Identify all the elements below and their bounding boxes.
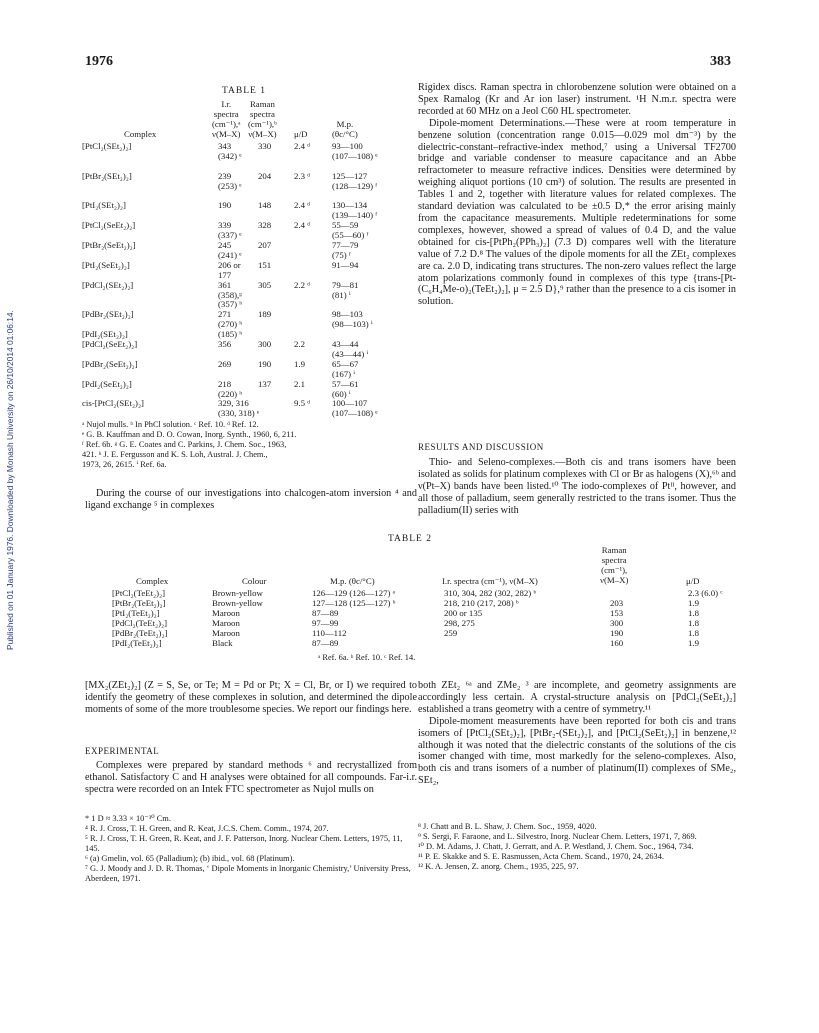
table1-raman-cell: 328 xyxy=(258,220,272,231)
table1-mp-cell: (139—140) ᶠ xyxy=(332,210,378,221)
table2-colour-cell: Maroon xyxy=(212,617,240,628)
table1-ir-cell: 329, 316 xyxy=(218,398,249,409)
footnote: * 1 D ≈ 3.33 × 10⁻³⁰ Cm. xyxy=(85,814,171,823)
table2-mp-cell: 110—112 xyxy=(312,627,347,638)
table1-ir-cell: 239 xyxy=(218,170,232,181)
intro-paragraph: During the course of our investigations into chalcogen-atom inversion ⁴ and ligand exchange ⁵ in complexes xyxy=(85,488,417,511)
table1-footnote-line: ᶠ Ref. 6b. ᵍ G. E. Coates and C. Parkins, J. Chem. Soc., 1963, xyxy=(82,440,287,449)
table1-ir-cell: 245 xyxy=(218,240,232,250)
table1-footnote-line: 421. ʰ J. E. Fergusson and K. S. Loh, Austral. J. Chem., xyxy=(82,450,268,459)
table1-mp-cell: (43—44) ⁱ xyxy=(332,348,369,359)
table1-ir-cell: 190 xyxy=(218,200,232,211)
table1-complex-cell: [PdBr₂(SEt₂)₂] xyxy=(82,309,134,320)
table1-mu-cell: 1.9 xyxy=(294,358,305,369)
left-footnotes xyxy=(85,814,417,884)
table1-mp-cell: 130—134 xyxy=(332,200,368,211)
table1-complex-head: Complex xyxy=(124,129,157,139)
table2-raman-cell: 190 xyxy=(610,627,624,638)
table1-mp-cell: 57—61 xyxy=(332,378,359,389)
table1-ir-cell: 343 xyxy=(218,141,232,151)
table1-mp-cell: 79—81 xyxy=(332,279,359,290)
table1-ir-cell: (330, 318) ᵉ xyxy=(218,408,260,419)
footnote: ¹⁰ D. M. Adams, J. Chatt, J. Gerratt, and A. P. Westland, J. Chem. Soc., 1964, 734. xyxy=(418,842,694,851)
table2-colour-cell: Brown-yellow xyxy=(212,588,263,598)
experimental-paragraph: Complexes were prepared by standard methods ⁶ and recrystallized from ethanol. Satisfactory C and H analyses were obtained for all compounds. Far-i.r. spectra were recorded on an Intek FTC spectrometer as Nujol mulls on xyxy=(85,760,417,795)
table1-ir-cell: 271 xyxy=(218,309,232,320)
table1-mp-cell: 125—127 xyxy=(332,170,368,181)
table2 xyxy=(112,546,732,656)
table1-raman-cell: 300 xyxy=(258,339,272,349)
table1-footnotes xyxy=(82,420,412,470)
table1-raman-head: Raman spectra (cm⁻¹),ᵇ ν(M–X) xyxy=(248,99,277,139)
table1-mu-cell: 2.4 ᵈ xyxy=(294,200,310,211)
table1-mp-cell: (107—108) ᵉ xyxy=(332,408,378,419)
table1-ir-cell: 206 or xyxy=(218,259,241,270)
table1-complex-cell: [PdI₂(SeEt₂)₂] xyxy=(82,378,132,389)
table2-colour-cell: Maroon xyxy=(212,607,240,618)
table1-mp-head: M.p. (θc/°C) xyxy=(332,119,358,139)
table1-ir-cell: (185) ʰ xyxy=(218,329,243,340)
download-note[interactable]: Published on 01 January 1976. Downloaded by Monash University on 26/10/2014 01:06:14. xyxy=(5,310,15,650)
table2-footnote: ᵃ Ref. 6a. ᵇ Ref. 10. ᶜ Ref. 14. xyxy=(318,653,416,662)
table2-raman-cell: 153 xyxy=(610,607,624,618)
table1-mp-cell: 77—79 xyxy=(332,240,359,250)
table2-complex-cell: [PdBr₂(TeEt₂)₂] xyxy=(112,627,168,638)
results-heading: RESULTS AND DISCUSSION xyxy=(418,442,544,452)
table2-complex-cell: [PtI₂(TeEt₂)₂] xyxy=(112,607,160,618)
table1-ir-cell: 339 xyxy=(218,220,232,231)
journal-year: 1976 xyxy=(85,54,113,69)
table1-mp-cell: 93—100 xyxy=(332,141,363,151)
table1-complex-cell: [PtI₂(SeEt₂)₂] xyxy=(82,259,130,270)
table1-complex-cell: [PtI₂(SEt₂)₂] xyxy=(82,200,126,211)
table2-mu-cell: 1.8 xyxy=(688,617,699,628)
table1-complex-cell: [PtCl₂(SeEt₂)₂] xyxy=(82,220,136,231)
table1-mp-cell: 65—67 xyxy=(332,358,359,369)
footnote: ⁵ R. J. Cross, T. H. Green, R. Keat, and J. F. Patterson, Inorg. Nuclear Chem. Letters, 1975, 11, 145. xyxy=(85,834,403,853)
footnote: ⁴ R. J. Cross, T. H. Green, and R. Keat, J.C.S. Chem. Comm., 1974, 207. xyxy=(85,824,329,833)
table1-mp-cell: (167) ⁱ xyxy=(332,368,356,379)
table1-title: TABLE 1 xyxy=(222,86,266,96)
results-paragraph: Thio- and Seleno-complexes.—Both cis and trans isomers have been isolated as solids for platinum complexes with Cl or Br as halogens (X),⁶ᵇ and ν(Pt–X) bands have been listed.¹⁰ The iodo-complexes of Ptᴵᴵ, however, and all those of palladium, seem generally restricted to the trans isomer. Thus the palladium(II) series with xyxy=(418,457,736,516)
table1-ir-cell: 356 xyxy=(218,339,232,349)
table2-raman-cell: 300 xyxy=(610,617,624,628)
table2-mp-cell: 87—89 xyxy=(312,637,339,648)
footnote: ¹¹ P. E. Skakke and S. E. Rasmussen, Acta Chem. Scand., 1970, 24, 2634. xyxy=(418,852,665,861)
table1-raman-cell: 305 xyxy=(258,279,272,290)
table1-mu-head: μ/D xyxy=(294,129,308,139)
table1-raman-cell: 207 xyxy=(258,240,272,250)
table1-mu-cell: 2.3 ᵈ xyxy=(294,170,310,181)
table2-colour-cell: Maroon xyxy=(212,627,240,638)
table1-ir-cell: (253) ᵉ xyxy=(218,180,242,191)
table1-mp-cell: (107—108) ᵉ xyxy=(332,150,378,161)
methods-paragraph: Rigidex discs. Raman spectra in chlorobenzene solution were obtained on a Spex Ramalog (Kr and Ar ion laser) instrument. ¹H N.m.r. spectra were recorded at 60 MHz on a Jeol C60 HL spectrometer. xyxy=(418,82,736,117)
dipole-measure-paragraph: Dipole-moment measurements have been reported for both cis and trans isomers of [PtCl₂(SEt₂)₂], [PtBr₂-(SEt₂)₂], and [PtCl₂(SeEt₂)₂] in benzene,¹² although it was noted that the dielectric constants of the solutions of the cis isomer changed with time, most markedly for the seleno-complexes. Also, both cis and trans isomers of a number of platinum(II) complexes of SMe₂, SEt₂, xyxy=(418,715,736,787)
table1-mp-cell: 43—44 xyxy=(332,339,359,349)
table1-mu-cell: 2.1 xyxy=(294,378,305,389)
table2-mu-cell: 1.8 xyxy=(688,627,699,638)
table1-raman-cell: 151 xyxy=(258,259,272,270)
table1-complex-cell: [PtBr₂(SEt₂)₂] xyxy=(82,170,132,181)
table2-complex-cell: [PtBr₂(TeEt₂)₂] xyxy=(112,597,166,608)
table2-colour-head: Colour xyxy=(242,576,267,586)
table1-mp-cell: (55—60) ᶠ xyxy=(332,230,369,241)
table2-complex-cell: [PdI₂(TeEt₂)₂] xyxy=(112,637,162,648)
table1-mu-cell: 9.5 ᵈ xyxy=(294,398,310,409)
table2-mp-head: M.p. (θc/°C) xyxy=(330,576,375,586)
table2-mp-cell: 87—89 xyxy=(312,607,339,618)
table1-mp-cell: (81) ⁱ xyxy=(332,289,351,300)
table2-complex-cell: [PdCl₂(TeEt₂)₂] xyxy=(112,617,168,628)
right-footnotes xyxy=(418,822,736,872)
right-bottom-column xyxy=(418,680,736,787)
table1-footnote-line: ᵉ G. B. Kauffman and D. O. Cowan, Inorg. Synth., 1960, 6, 211. xyxy=(82,430,297,439)
table2-raman-cell: 160 xyxy=(610,637,624,648)
table1-mp-cell: 98—103 xyxy=(332,309,363,320)
table1-complex-cell: [PtCl₂(SEt₂)₂] xyxy=(82,141,132,151)
table1-footnote-line: ᵃ Nujol mulls. ᵇ In PhCl solution. ᶜ Ref. 10. ᵈ Ref. 12. xyxy=(82,420,259,429)
table2-mu-head: μ/D xyxy=(686,576,700,586)
table2-mu-cell: 2.3 (6.0) ᶜ xyxy=(688,588,723,598)
footnote: ¹² K. A. Jensen, Z. anorg. Chem., 1935, 225, 97. xyxy=(418,862,579,871)
table1-mp-cell: (60) ⁱ xyxy=(332,388,351,399)
table2-raman-cell: 203 xyxy=(610,597,624,608)
table2-mu-cell: 1.9 xyxy=(688,637,699,648)
table1-ir-cell: (357) ʰ xyxy=(218,299,243,310)
table1-complex-cell: [PdBr₂(SeEt₂)₂] xyxy=(82,358,138,369)
table1-ir-head: I.r. spectra (cm⁻¹),ᵃ ν(M–X) xyxy=(212,99,241,139)
table1-ir-cell: 177 xyxy=(218,269,232,280)
table1-mu-cell: 2.4 ᵈ xyxy=(294,141,310,151)
table2-mp-cell: 97—99 xyxy=(312,617,339,628)
crystal-paragraph: both ZEt₂ ⁶ᵃ and ZMe₂ ³ are incomplete, and geometry assignments are accordingly less certain. A crystal-structure analysis on [PdCl₂(SeEt₂)₂] established a trans geometry with a centre of symmetry.¹¹ xyxy=(418,680,736,715)
footnote: ⁶ (a) Gmelin, vol. 65 (Palladium); (b) ibid., vol. 68 (Platinum). xyxy=(85,854,295,863)
table1-raman-cell: 189 xyxy=(258,309,272,320)
dipole-paragraph: Dipole-moment Determinations.—These were at room temperature in benzene solution (concentration range 0.015—0.029 mol dm⁻³) by the dielectric-constant–refractive-index method,⁷ using a Universal TF2700 bridge and variable condenser to measure capacitance and an Abbe refractometer to measure refractive indices. Densities were determined by weighing aliquot portions (10 cm³) of solution. The results are presented in Tables 1 and 2, together with literature values for related complexes. The standard deviation was calculated to be ±0.5 D,* the error arising mainly from the capacitance measurements. Multiple redeterminations for some complexes, however, showed a spread of values of 0.4 D, and the value obtained for cis-[PtPh₂(PPh₃)₂] (7.3 D) compares well with the literature value of 7.2 D.⁸ The values of the dipole moments for all the ZEt₂ complexes are ca. 2.0 D, indicating trans structures. The non-zero values reflect the large atom polarizations commonly found in complexes of this type {trans-[Pt-(C₆H₄Me-o)₂(TeEt₂)₂], μ = 2.5 D},⁹ rather than the presence to a cis isomer in solution. xyxy=(418,117,736,308)
table1-raman-cell: 190 xyxy=(258,358,272,369)
table2-raman-head: Raman spectra (cm⁻¹), ν(M–X) xyxy=(600,545,629,585)
table1 xyxy=(82,100,408,430)
table1-ir-cell: (270) ʰ xyxy=(218,319,243,330)
table1-complex-cell: cis-[PtCl₂(SEt₂)₂] xyxy=(82,398,144,409)
table2-title: TABLE 2 xyxy=(388,534,432,544)
table2-complex-head: Complex xyxy=(136,576,169,586)
page-number: 383 xyxy=(710,54,731,69)
right-top-column xyxy=(418,82,736,308)
table2-colour-cell: Black xyxy=(212,637,233,648)
table2-mu-cell: 1.9 xyxy=(688,597,699,608)
table1-complex-cell: [PdI₂(SEt₂)₂] xyxy=(82,329,128,340)
table1-mu-cell: 2.2 ᵈ xyxy=(294,279,310,290)
table1-mu-cell: 2.2 xyxy=(294,339,305,349)
table2-ir-cell: 310, 304, 282 (302, 282) ᵇ xyxy=(444,588,537,598)
table2-mp-cell: 126—129 (126—127) ᵃ xyxy=(312,588,396,598)
table1-mp-cell: (75) ᶠ xyxy=(332,249,351,260)
table1-ir-cell: 361 xyxy=(218,279,232,290)
table2-mu-cell: 1.8 xyxy=(688,607,699,618)
table1-mp-cell: (128—129) ᶠ xyxy=(332,180,378,191)
table1-ir-cell: (220) ʰ xyxy=(218,388,243,399)
table1-ir-cell: 218 xyxy=(218,378,232,389)
table2-colour-cell: Brown-yellow xyxy=(212,597,263,608)
footnote: ⁹ S. Sergi, F. Faraone, and L. Silvestro, Inorg. Nuclear Chem. Letters, 1971, 7, 869. xyxy=(418,832,697,841)
table1-raman-cell: 137 xyxy=(258,378,272,389)
table1-ir-cell: 269 xyxy=(218,358,232,369)
table1-complex-cell: [PdCl₂(SEt₂)₂] xyxy=(82,279,134,290)
table2-ir-cell: 298, 275 xyxy=(444,617,475,628)
table1-raman-cell: 330 xyxy=(258,141,272,151)
table2-complex-cell: [PtCl₂(TeEt₂)₂] xyxy=(112,588,166,598)
table2-ir-cell: 200 or 135 xyxy=(444,607,483,618)
footnote: ⁸ J. Chatt and B. L. Shaw, J. Chem. Soc., 1959, 4020. xyxy=(418,822,597,831)
table2-mp-cell: 127—128 (125—127) ᵇ xyxy=(312,597,396,608)
table1-mp-cell: 100—107 xyxy=(332,398,368,409)
table1-complex-cell: [PtBr₂(SeEt₂)₂] xyxy=(82,240,136,250)
table1-ir-cell: (358),ᵍ xyxy=(218,289,242,300)
table2-ir-cell: 259 xyxy=(444,627,458,638)
table1-footnote-line: 1973, 26, 2615. ⁱ Ref. 6a. xyxy=(82,460,167,469)
table1-mp-cell: (98—103) ⁱ xyxy=(332,319,373,330)
table1-ir-cell: (342) ᵉ xyxy=(218,150,242,161)
mx2-paragraph: [MX₂(ZEt₂)₂] (Z = S, Se, or Te; M = Pd or Pt; X = Cl, Br, or I) we required to identify the geometry of these complexes in solution, and determined the dipole moments of some of the more troublesome species. We report our findings here. xyxy=(85,680,417,715)
table1-ir-cell: (337) ᵉ xyxy=(218,230,242,241)
footnote: ⁷ G. J. Moody and J. D. R. Thomas, ‘ Dipole Moments in Inorganic Chemistry,’ University Press, Aberdeen, 1971. xyxy=(85,864,411,883)
table1-complex-cell: [PdCl₂(SeEt₂)₂] xyxy=(82,339,138,349)
table1-raman-cell: 148 xyxy=(258,200,272,211)
table2-ir-cell: 218, 210 (217, 208) ᵇ xyxy=(444,597,519,608)
table1-mu-cell: 2.4 ᵈ xyxy=(294,220,310,231)
table1-mp-cell: 91—94 xyxy=(332,259,359,270)
table1-raman-cell: 204 xyxy=(258,170,272,181)
left-bottom-column xyxy=(85,680,417,716)
table1-mp-cell: 55—59 xyxy=(332,220,359,231)
experimental-heading: EXPERIMENTAL xyxy=(85,746,160,756)
table1-ir-cell: (241) ᵉ xyxy=(218,249,242,260)
table2-ir-head: I.r. spectra (cm⁻¹), ν(M–X) xyxy=(442,576,538,586)
